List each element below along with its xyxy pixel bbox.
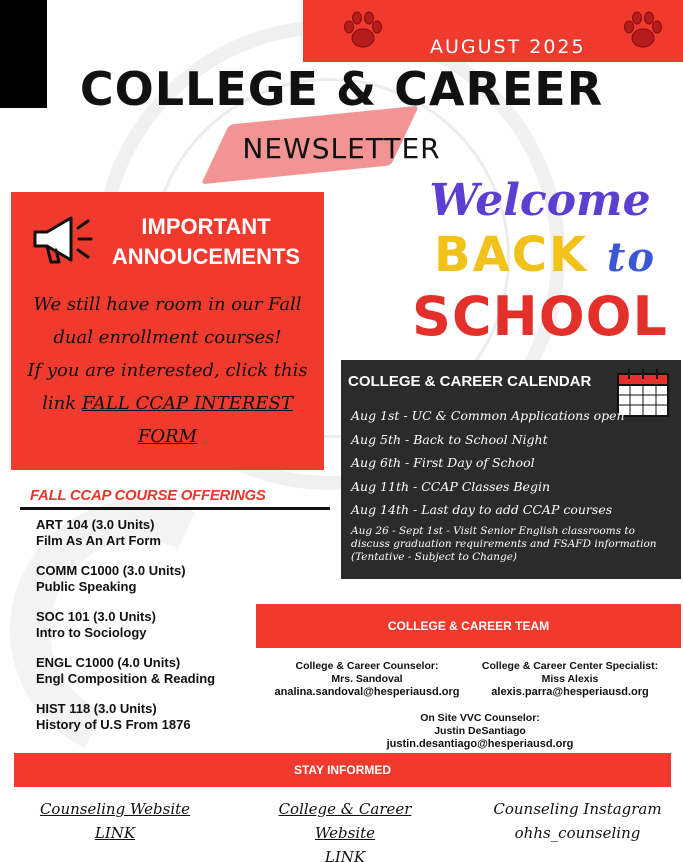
footer-link-value[interactable]: LINK (94, 824, 136, 842)
contact-email[interactable]: justin.desantiago@hesperiausd.org (386, 738, 574, 750)
contact-role: College & Career Center Specialist: (481, 660, 659, 672)
divider (20, 507, 330, 510)
announcements-box (11, 192, 324, 470)
offerings-heading: FALL CCAP COURSE OFFERINGS (30, 487, 266, 504)
back-word: BACK (433, 227, 589, 283)
contact-name: Mrs. Sandoval (331, 673, 403, 685)
course-item (36, 563, 296, 595)
calendar-event: Aug 14th - Last day to add CCAP courses (351, 502, 613, 517)
school-word: SCHOOL (412, 285, 668, 348)
paw-print-icon (620, 8, 666, 54)
calendar-event: Aug 5th - Back to School Night (351, 431, 548, 447)
contact-counselor (262, 660, 472, 699)
back-to-word (415, 227, 675, 283)
calendar-event: Aug 11th - CCAP Classes Begin (351, 478, 551, 494)
footer-link-label[interactable]: Counseling Website (39, 800, 191, 818)
announcement-line: We still have room in our Fall (33, 294, 302, 315)
contact-role: College & Career Counselor: (295, 660, 439, 672)
contact-specialist (470, 660, 670, 699)
team-heading-bar: COLLEGE & CAREER TEAM (256, 604, 681, 648)
course-name: Film As An Art Form (36, 533, 161, 548)
course-name: History of U.S From 1876 (36, 717, 191, 732)
counseling-website-link[interactable] (30, 797, 200, 845)
calendar-panel (341, 360, 681, 579)
contact-name: Miss Alexis (541, 673, 599, 685)
month-label: AUGUST 2025 (430, 36, 586, 58)
course-code: HIST 118 (3.0 Units) (36, 701, 157, 716)
contact-email[interactable]: alexis.parra@hesperiausd.org (491, 686, 649, 698)
calendar-event: Aug 26 - Sept 1st - Visit Senior English classrooms to discuss graduation requirements and FSAFD information (Tentative - Subject to Change) (351, 524, 657, 563)
course-code: ENGL C1000 (4.0 Units) (36, 655, 181, 670)
calendar-event: Aug 1st - UC & Common Applications open (351, 408, 625, 423)
course-name: Public Speaking (36, 579, 137, 594)
counseling-instagram-link[interactable] (490, 797, 665, 845)
contact-name: Justin DeSantiago (434, 725, 526, 737)
calendar-title: COLLEGE & CAREER CALENDAR (348, 373, 592, 390)
ccap-interest-form-link[interactable]: FALL CCAP INTEREST FORM (81, 393, 293, 447)
page-subtitle: NEWSLETTER (242, 132, 441, 165)
course-code: SOC 101 (3.0 Units) (36, 609, 156, 624)
announcements-heading-line-1: IMPORTANT (141, 214, 271, 239)
announcement-line: If you are interested, click this (27, 360, 308, 381)
to-word: to (606, 234, 657, 281)
footer-link-value[interactable]: LINK (324, 848, 366, 862)
paw-print-icon (340, 8, 386, 54)
link-prefix: link (42, 393, 77, 414)
announcements-heading (101, 212, 311, 272)
announcement-link-line (19, 387, 316, 453)
announcement-line: dual enrollment courses! (53, 327, 282, 348)
contact-email[interactable]: analina.sandoval@hesperiausd.org (274, 686, 460, 698)
college-career-website-link[interactable] (250, 797, 440, 862)
course-code: ART 104 (3.0 Units) (36, 517, 155, 532)
footer-link-label[interactable]: College & Career Website (278, 800, 412, 842)
calendar-event-list (351, 404, 676, 564)
megaphone-icon (27, 210, 97, 268)
contact-vvc-counselor (370, 712, 590, 751)
course-code: COMM C1000 (3.0 Units) (36, 563, 186, 578)
stay-informed-bar: STAY INFORMED (14, 753, 671, 787)
welcome-word: Welcome (429, 175, 651, 226)
course-item (36, 655, 296, 687)
page-title: COLLEGE & CAREER (79, 62, 604, 116)
footer-link-label: Counseling Instagram (493, 800, 662, 818)
announcements-body (19, 288, 316, 453)
course-name: Engl Composition & Reading (36, 671, 216, 686)
calendar-event: Aug 6th - First Day of School (351, 455, 535, 470)
course-name: Intro to Sociology (36, 625, 147, 640)
course-item (36, 517, 296, 549)
welcome-back-graphic (405, 175, 675, 355)
announcements-heading-line-2: ANNOUCEMENTS (111, 244, 301, 269)
course-item (36, 701, 296, 733)
footer-link-value[interactable]: ohhs_counseling (514, 824, 641, 842)
contact-role: On Site VVC Counselor: (420, 712, 540, 724)
